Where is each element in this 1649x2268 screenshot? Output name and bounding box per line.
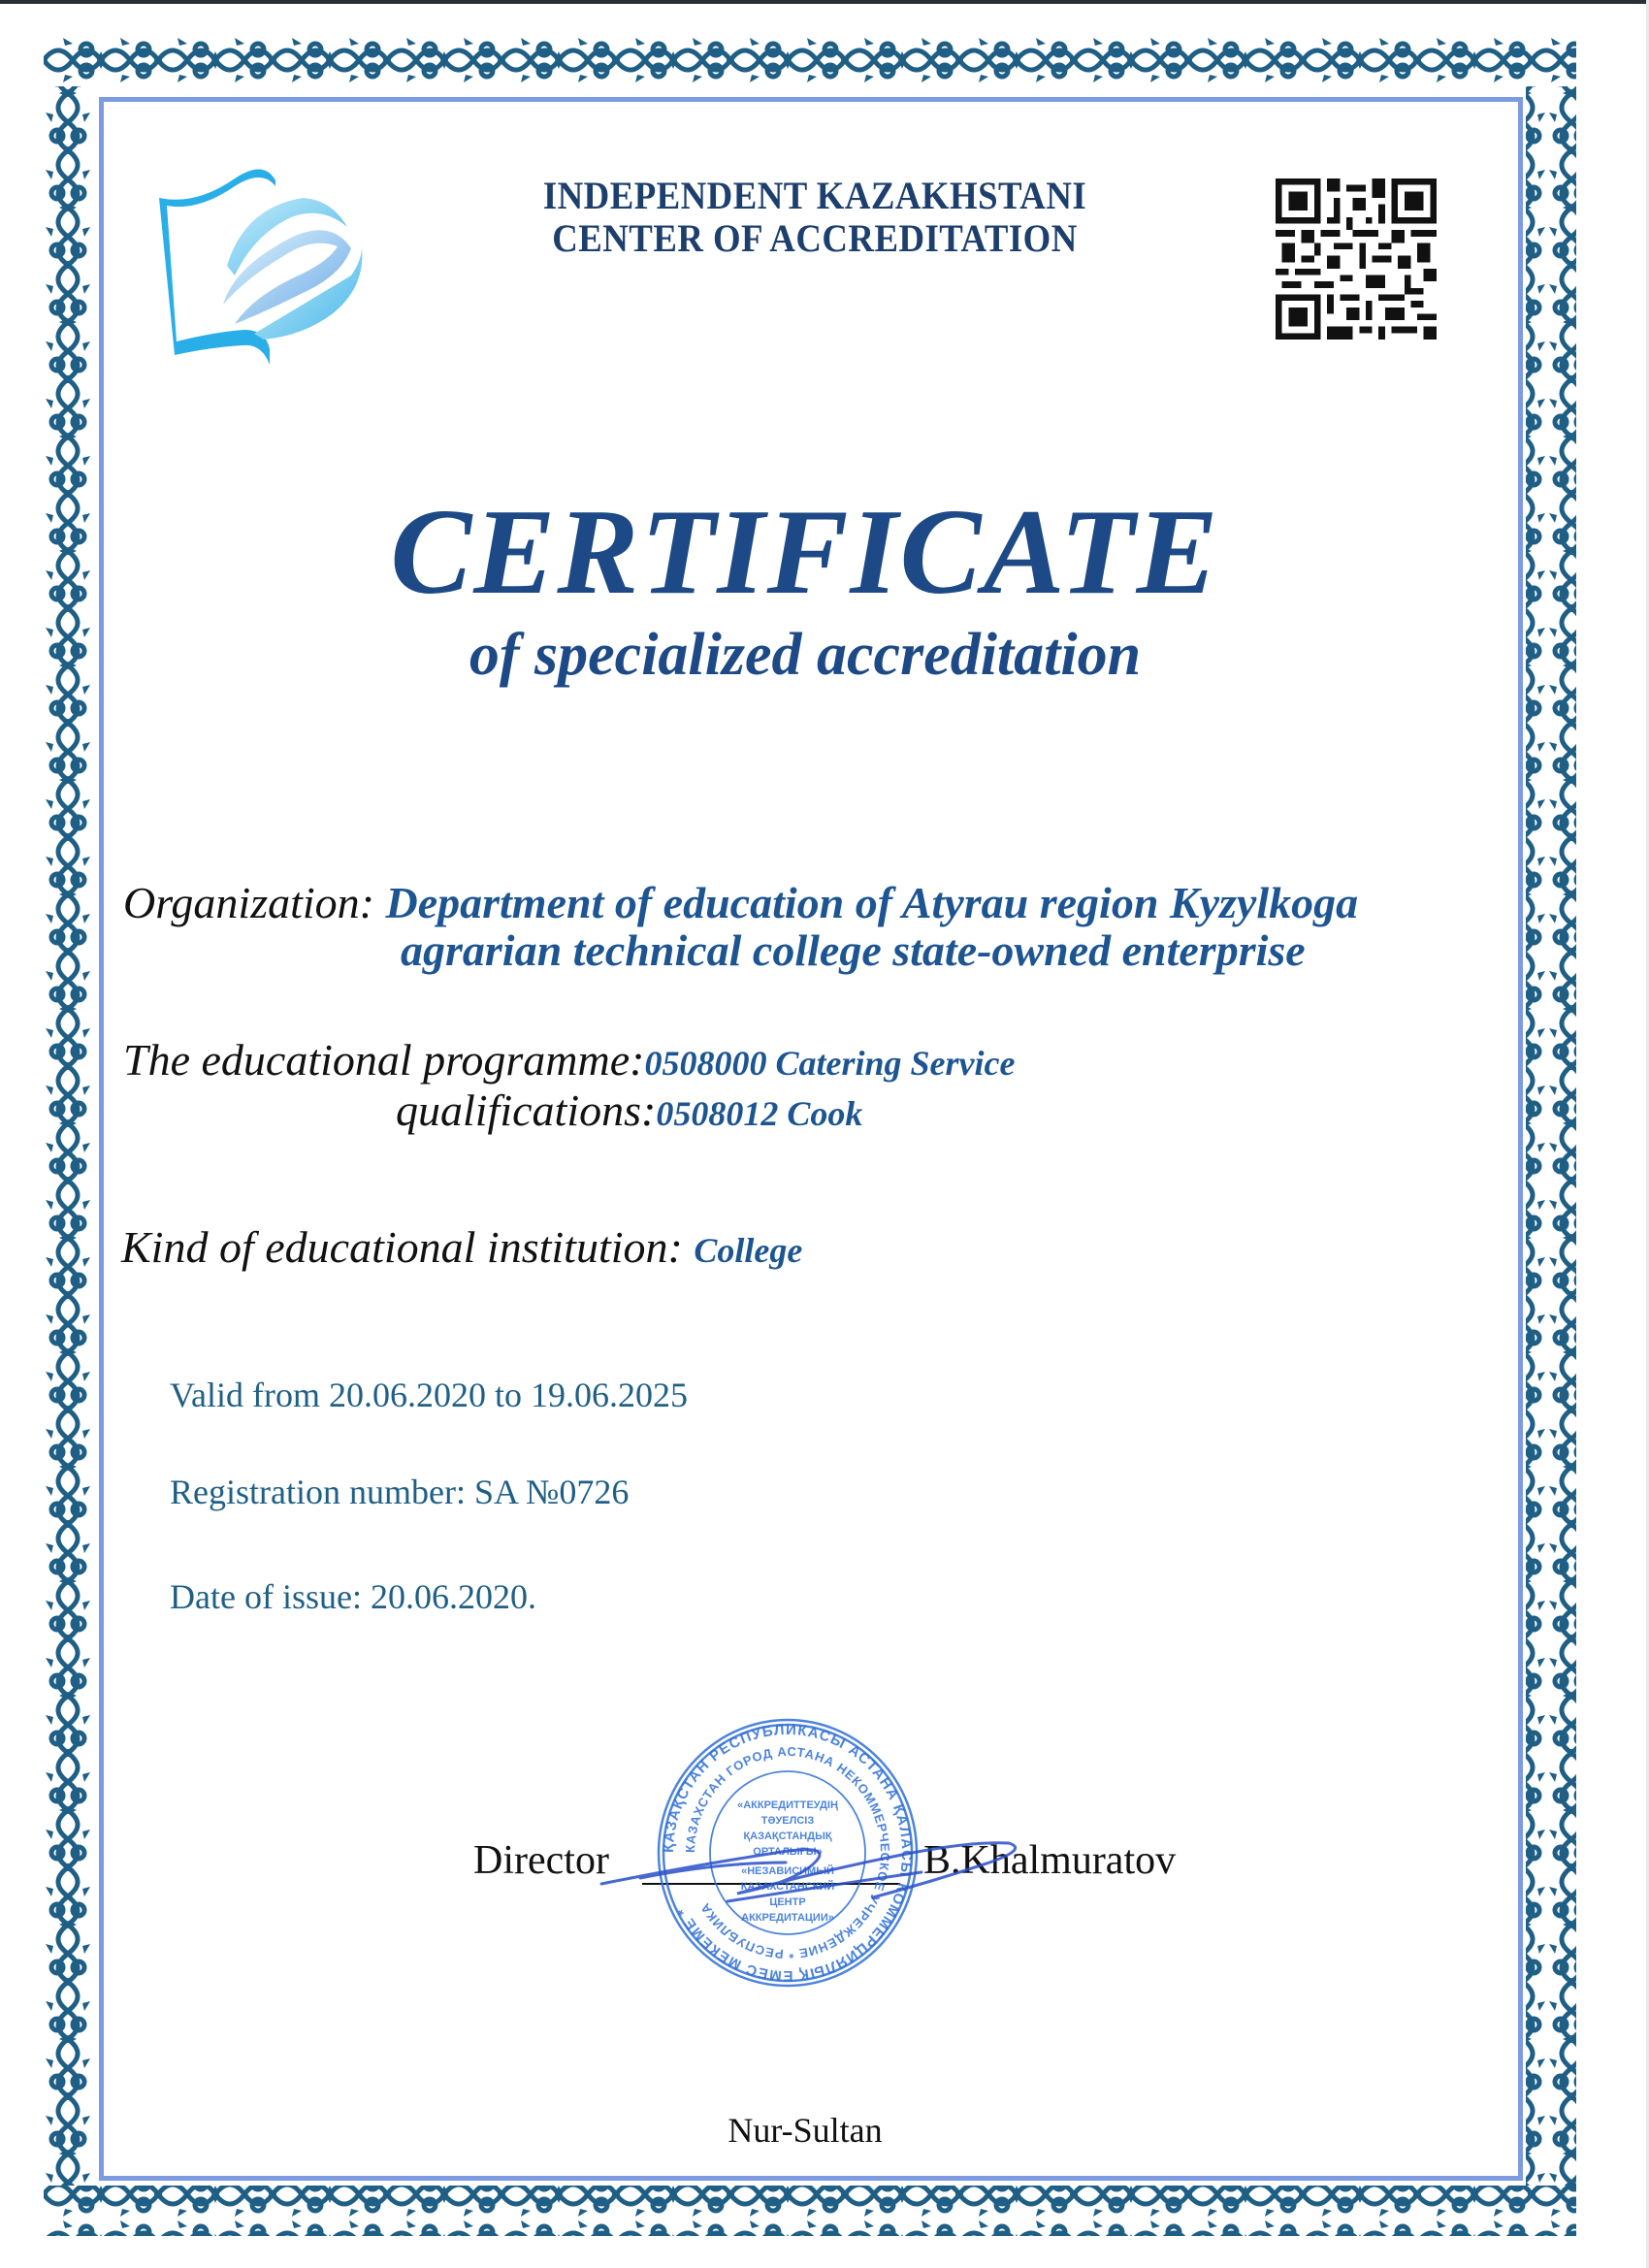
organization-row — [123, 879, 1358, 927]
institution-kind-label: Kind of educational institution: — [121, 1222, 683, 1272]
stamp-center-line: АККРЕДИТАЦИИ» — [741, 1912, 834, 1924]
qualifications-row — [396, 1086, 862, 1138]
issuer-name-line1: INDEPENDENT KAZAKHSTANI — [542, 174, 1087, 217]
scan-edge — [0, 0, 1649, 4]
programme-value: 0508000 Catering Service — [644, 1044, 1016, 1083]
signatory-position: Director — [473, 1838, 609, 1883]
stamp-center-line: ОРТАЛЫҒЫ» — [753, 1846, 823, 1858]
organization-row-cont — [401, 926, 1306, 975]
ornament-right — [1526, 86, 1576, 2186]
issuer-name-line2: CENTER OF ACCREDITATION — [552, 216, 1078, 260]
organization-value-line2: agrarian technical college state-owned enterprise — [401, 925, 1306, 975]
certificate-subtitle: of specialized accreditation — [469, 622, 1142, 688]
issue-date: Date of issue: 20.06.2020. — [170, 1577, 536, 1616]
book-globe-logo-icon — [157, 159, 369, 367]
programme-label: The educational programme: — [123, 1035, 645, 1085]
signatory-name: B.Khalmuratov — [923, 1838, 1177, 1883]
ornament-left — [44, 86, 94, 2186]
stamp-center-line: «АККРЕДИТТЕУДІҢ — [737, 1799, 838, 1811]
stamp-inner-ring-text: КАЗАХСТАН ГОРОД АСТАНА НЕКОММЕРЧЕСКОЕ УЧРЕЖДЕНИЕ * РЕСПУБЛИКА — [682, 1743, 893, 1962]
validity-period: Valid from 20.06.2020 to 19.06.2025 — [170, 1376, 688, 1414]
certificate-title: CERTIFICATE — [390, 485, 1220, 620]
stamp-center-line: КАЗАХСТАНСКИЙ — [740, 1881, 835, 1893]
city-name: Nur-Sultan — [728, 2111, 883, 2150]
stamp-center-line: ЦЕНТР — [769, 1896, 806, 1908]
ornament-bottom — [44, 2186, 1576, 2236]
stamp-center-line: ҚАЗАҚСТАНДЫҚ — [743, 1831, 832, 1842]
ornament-top — [44, 36, 1576, 86]
registration-number: Registration number: SA №0726 — [170, 1473, 630, 1511]
institution-kind-row — [121, 1223, 802, 1275]
qualifications-label: qualifications: — [396, 1085, 657, 1135]
programme-row — [123, 1036, 1015, 1087]
issuer-name — [530, 175, 1101, 260]
stamp-center-line: ТӘУЕЛСІЗ — [760, 1815, 815, 1827]
handwritten-signature — [582, 1804, 1028, 1911]
organization-label: Organization: — [123, 878, 374, 927]
organization-value-line1: Department of education of Atyrau region Kyzylkoga — [385, 878, 1359, 927]
stamp-center-line: «НЕЗАВИСИМЫЙ — [741, 1865, 834, 1877]
qr-code-icon[interactable] — [1276, 178, 1437, 340]
stamp-outer-ring-text: ҚАЗАҚСТАН РЕСПУБЛИКАСЫ АСТАНА ҚАЛАСЫ КОММЕРЦИЯЛЫҚ ЕМЕС МЕКЕМЕ * — [660, 1721, 916, 1985]
institution-kind-value: College — [694, 1231, 803, 1270]
qualifications-value: 0508012 Cook — [656, 1094, 863, 1133]
